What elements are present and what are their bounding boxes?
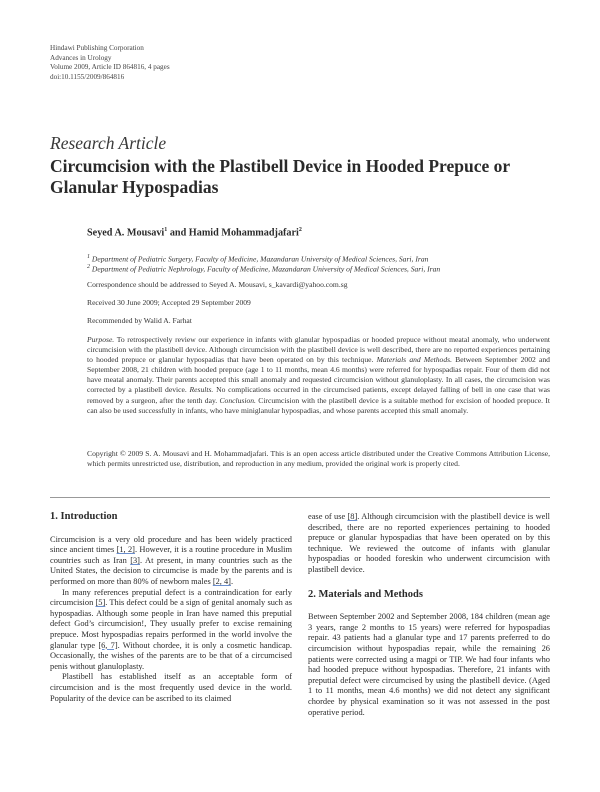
intro-p1-text-d: . [230, 576, 234, 586]
affiliation-1-sup: 1 [87, 254, 90, 260]
abstract-results: No complications occurred in the circumcised patients, except delayed falling of bell in one case that was removed by a surgeon, after the tenth day. [87, 385, 550, 405]
abstract-conclusion-label: Conclusion. [219, 395, 256, 405]
correspondence: Correspondence should be addressed to Seyed A. Mousavi, s_kavardi@yahoo.com.sg [87, 280, 348, 289]
intro-heading: 1. Introduction [50, 511, 118, 522]
left-column [50, 512, 292, 704]
citation-link-1-2[interactable]: [1, 2] [116, 545, 135, 555]
author-2-affil: 2 [298, 227, 302, 233]
publisher: Hindawi Publishing Corporation [50, 44, 144, 52]
paper-title: Circumcision with the Plastibell Device in Hooded Prepuce or Glanular Hypospadias [50, 156, 510, 197]
intro-p2-text-c: . Without chordee, it is only a cosmetic handicap. Occasionally, the wishes of the parents are to be that of a circumcised penis without glanuloplasty. [50, 640, 293, 671]
abstract-purpose: To retrospectively review our experience in infants with glanular hypospadias or hooded prepuce without meatal anomaly, who underwent circumcision with the plastibell device. Although circumcision with the plastibell device is well described, there are no reported experiences pertaining to hooded prepuce or glanular hypospadias that have been operated on by this technique. [87, 335, 550, 365]
right-p1-text-b: . Although circumcision with the plastibell device is well described, there are no reported experiences pertaining to hooded prepuce or glanular hypospadias that have been operated on by this technique. We reviewed the outcome of infants with glanular hypospadias or hooded foreskin who underwent circumcision with plastibell device. [308, 512, 550, 574]
citation-link-6-7[interactable]: [6, 7] [98, 640, 118, 650]
abstract-conclusion: Circumcision with the plastibell device is a suitable method for excision of hooded prepuce. It can also be used successfully in infants, who have miniglanular hypospadias, and whose parents accepted this small anomaly. [87, 395, 550, 415]
affiliation-2 [87, 262, 557, 275]
affiliation-2-text: Department of Pediatric Nephrology, Faculty of Medicine, Mazandaran University of Medical Sciences, Sari, Iran [91, 264, 441, 274]
received-dates: Received 30 June 2009; Accepted 29 September 2009 [87, 298, 251, 307]
author-conjunction: and [167, 227, 189, 239]
abstract-methods-label: Materials and Methods. [376, 355, 452, 365]
citation-link-8[interactable]: [8] [347, 512, 358, 521]
intro-p1-text-c: . At present, in many countries such as the United States, the decision to circumcise is made by the parents and is performed on more than 80% of newborn males [50, 555, 292, 586]
intro-p2-text-a: In many references preputial defect is a contraindication for early circumcision [50, 587, 292, 608]
citation-link-5[interactable]: [5] [95, 598, 106, 608]
abstract [87, 335, 550, 416]
right-column [308, 512, 550, 718]
volume-info: Volume 2009, Article ID 864816, 4 pages [50, 63, 170, 72]
methods-heading: 2. Materials and Methods [308, 588, 423, 600]
copyright-notice: Copyright © 2009 S. A. Mousavi and H. Mohammadjafari. This is an open access article distributed under the Creative Commons Attribution License, which permits unrestricted use, distribution, and reproduction in any medium, provided the original work is properly cited. [87, 449, 550, 469]
abstract-methods: Between September 2002 and September 2008, 21 children with hooded prepuce (age 1 to 11 months, mean 4.6 months) were referred for hypospadias repair. Four of them did not have meatal anomaly. Their parents accepted this small anomaly and requested circumcision without glanuloplasty. In all cases, the circumcision was corrected by a plastibell device. [87, 355, 550, 395]
intro-paragraph-3: Plastibell has established itself as an acceptable form of circumcision and is the most frequently used device in the world. Popularity of the device can be ascribed to its claimed [50, 672, 292, 703]
author-line [87, 227, 302, 238]
intro-p1-text-a: Circumcision is a very old procedure and has been widely practiced since ancient times [50, 534, 292, 555]
right-p1-text-a: ease of use [308, 512, 348, 521]
intro-paragraph-1 [50, 535, 292, 588]
abstract-results-label: Results. [189, 385, 214, 395]
article-type: Research Article [50, 133, 167, 153]
intro-p2-text-b: . This defect could be a sign of genital anomaly such as hypospadias. Although some people in Iran have named this preputial defect God’s circumcision!, They usually prefer to excise remaining prepuce. Most hypospadias repairs performed in the world involve the glanular type [50, 598, 292, 650]
abstract-purpose-label: Purpose. [87, 335, 115, 344]
citation-link-3[interactable]: [3] [130, 555, 140, 565]
intro-paragraph-4 [308, 512, 550, 576]
journal-header [50, 44, 170, 82]
doi: doi:10.1155/2009/864816 [50, 72, 125, 81]
author-1: Seyed A. Mousavi [87, 227, 165, 239]
intro-paragraph-2 [50, 588, 292, 673]
affiliation-1-text: Department of Pediatric Surgery, Faculty of Medicine, Mazandaran University of Medical Sciences, Sari, Iran [91, 254, 429, 264]
intro-p1-text-b: . However, it is a routine procedure in Muslim countries such as Iran [50, 545, 292, 565]
author-1-affil: 1 [164, 227, 168, 233]
journal-name: Advances in Urology [50, 53, 112, 62]
affiliation-2-sup: 2 [87, 264, 90, 270]
citation-link-2-4[interactable]: [2, 4] [212, 576, 231, 586]
section-divider [50, 497, 550, 498]
recommended-by: Recommended by Walid A. Farhat [87, 316, 192, 325]
methods-paragraph-1: Between September 2002 and September 2008, 184 children (mean age 3 years, range 2 months to 15 years) were referred for hypospadias repair. 43 patients had a glanular type and 17 parents preferred to do circumcision without hypospadias repair, while the remaining 26 patients were corrected using a magpi or TIP. We had four infants who had hooded prepuce without hypospadias. Therefore, 21 infants with preputial defect were circumcised by using the plastibell device. (Aged 1 to 11 months, mean 4.6 months) we did not detect any significant chordee by physical examination so it was not assessed in the post operative period. [308, 612, 550, 717]
author-2: Hamid Mohammadjafari [188, 227, 299, 239]
